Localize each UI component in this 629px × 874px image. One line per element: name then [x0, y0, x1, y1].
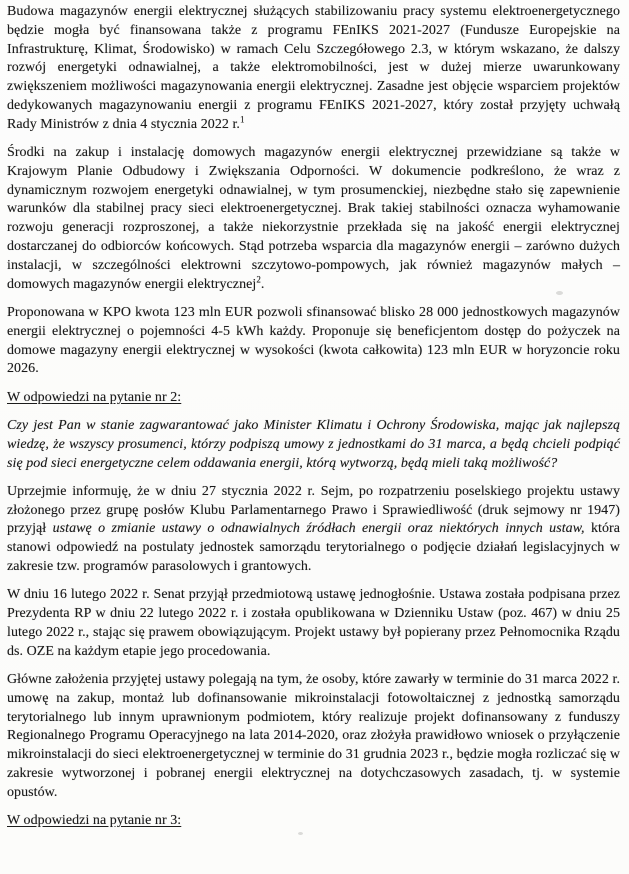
paragraph-question-2-text: Czy jest Pan w stanie zagwarantować jako Minister Klimatu i Ochrony Środowiska, mając jak najlepszą wiedzę, że wszyscy prosumenci, którzy podpiszą umowy z jednostkami do 31 marca, a będą chcieli podpiąć się pod sieci energetyczne celem oddawania energii, którą wytworzą, będą mieli taką możliwość?	[7, 417, 620, 471]
paragraph-text: która stanowi odpowiedź na postulaty jednostek samorządu terytorialnego o podjęcie działań legislacyjnych w zakresie tzw. programów parasolowych i grantowych.	[7, 521, 620, 575]
act-title-italic: ustawę o zmianie ustawy o odnawialnych źródłach energii oraz niektórych innych ustaw,	[52, 521, 585, 537]
paragraph-text-after-footnote: .	[260, 276, 265, 292]
heading-answer-question-2: W odpowiedzi na pytanie nr 2:	[7, 389, 182, 405]
heading-answer-question-3: W odpowiedzi na pytanie nr 3:	[7, 813, 182, 829]
paragraph-senat-president-signing: W dniu 16 lutego 2022 r. Senat przyjął przedmiotową ustawę jednogłośnie. Ustawa została podpisana przez Prezydenta RP w dniu 22 lutego 2022 r. i została opublikowana w Dzienniku Ustaw (poz. 467) w dniu 25 lutego 2022 r., stając się prawem obowiązującym. Projekt ustawy był popierany przez Pełnomocnika Rządu ds. OZE na każdym etapie jego procedowania.	[7, 587, 620, 659]
paragraph-kpo-amount: Proponowana w KPO kwota 123 mln EUR pozwoli sfinansować blisko 28 000 jednostkowych magazynów energii elektrycznej o pojemności 4-5 kWh każdy. Proponuje się beneficjentom dostęp do pożyczek na domowe magazyny energii elektrycznej w wysokości (kwota całkowita) 123 mln EUR w horyzoncie roku 2026.	[7, 304, 620, 377]
footnote-ref-1: 1	[239, 114, 245, 125]
paragraph-text: Uprzejmie informuję, że w dniu 27 stycznia 2022 r. Sejm, po rozpatrzeniu poselskiego projektu ustawy złożonego przez grupę posłów Klubu Parlamentarnego Prawo i Sprawiedliwość (druk sejmowy nr 1947) przyjął	[7, 483, 620, 537]
paragraph-kpo-home-storage	[7, 144, 620, 294]
footnote-ref-2: 2	[256, 274, 261, 284]
paragraph-text: Środki na zakup i instalację domowych magazynów energii elektrycznej przewidziane są także w Krajowym Planie Odbudowy i Zwiększania Odporności. W dokumencie podkreślono, że wraz z dynamicznym rozwojem energetyki odnawialnej, w tym prosumenckiej, niezbędne stało się zapewnienie warunków dla stabilnej pracy sieci elektroenergetycznej. Brak takiej stabilności oznacza wyhamowanie rozwoju generacji rozproszonej, a także niekorzystnie przekłada się na jakość energii elektrycznej dostarczanej do odbiorców końcowych. Stąd potrzeba wsparcia dla magazynów energii – zarówno dużych instalacji, w szczególności elektrowni szczytowo-pompowych, jak również magazynów małych – domowych magazynów energii elektrycznej	[7, 145, 620, 292]
scan-artifact-speck	[298, 832, 303, 835]
paragraph-text: Budowa magazynów energii elektrycznej służących stabilizowaniu pracy systemu elektroenergetycznego będzie mogła być finansowana także z programu FEnIKS 2021-2027 (Fundusze Europejskie na Infrastrukturę, Klimat, Środowisko) w ramach Celu Szczegółowego 2.3, w którym wskazano, że dalszy rozwój energetyki odnawialnej, a także elektromobilności, jest w dużej mierze uwarunkowany zwiększeniem możliwości magazynowania energii elektrycznej. Zasadne jest objęcie wsparciem projektów dedykowanych magazynowaniu energii z programu FEnIKS 2021-2027, który został przyjęty uchwałą Rady Ministrów z dnia 4 stycznia 2022 r.	[7, 4, 620, 132]
paragraph-feniks-funding	[7, 3, 620, 135]
paragraph-act-main-assumptions: Główne założenia przyjętej ustawy polegają na tym, że osoby, które zawarły w terminie do 31 marca 2022 r. umowę na zakup, montaż lub dofinansowanie mikroinstalacji fotowoltaicznej z jednostką samorządu terytorialnego lub innym uprawnionym podmiotem, który realizuje projekt dofinansowany z funduszy Regionalnego Programu Operacyjnego na lata 2014-2020, oraz złożyła prawidłowo wniosek o przyłączenie mikroinstalacji do sieci elektroenergetycznej w terminie do 31 grudnia 2023 r., będzie mogła rozliczać się w zakresie wytworzonej i pobranej energii elektrycznej na dotychczasowych zasadach, tj. w systemie opustów.	[7, 672, 620, 800]
paragraph-sejm-act-adoption	[7, 483, 620, 577]
scan-artifact-speck	[556, 291, 563, 295]
